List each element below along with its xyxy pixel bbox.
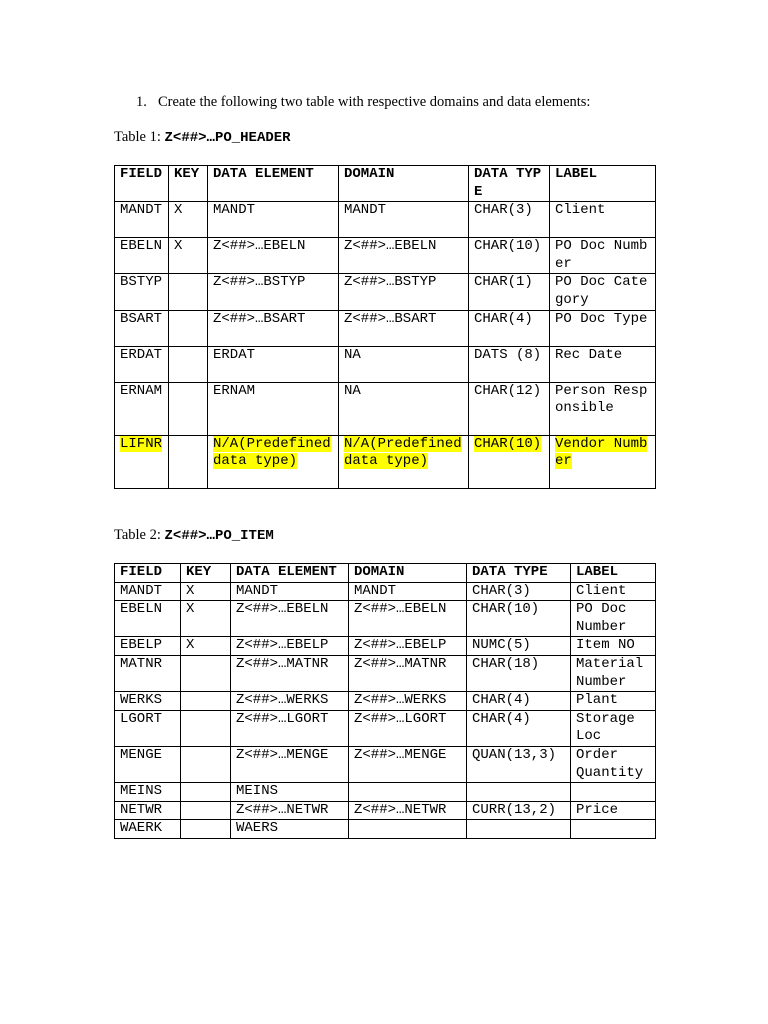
table-row (115, 783, 656, 802)
cell-key (169, 435, 208, 488)
cell-data-type: CHAR(12) (469, 382, 550, 435)
cell-key: X (181, 582, 231, 601)
cell-field: WERKS (115, 692, 181, 711)
cell-domain: Z<##>…WERKS (349, 692, 467, 711)
cell-key (169, 346, 208, 382)
table-header-row (115, 166, 656, 202)
table-row (115, 274, 656, 310)
cell-domain: Z<##>…EBELN (349, 601, 467, 637)
cell-domain: MANDT (339, 202, 469, 238)
cell-data-element: ERDAT (208, 346, 339, 382)
cell-field: EBELP (115, 637, 181, 656)
cell-label: Person Responsible (550, 382, 656, 435)
cell-data-type: CHAR(4) (467, 692, 571, 711)
cell-data-type (467, 820, 571, 839)
cell-label: Material Number (571, 655, 656, 691)
cell-data-element: Z<##>…NETWR (231, 801, 349, 820)
cell-domain: Z<##>…EBELN (339, 238, 469, 274)
table1-caption-code: Z<##>…PO_HEADER (164, 130, 291, 146)
cell-data-element: ERNAM (208, 382, 339, 435)
cell-label: Rec Date (550, 346, 656, 382)
cell-label: Plant (571, 692, 656, 711)
highlighted-text: CHAR(10) (474, 435, 542, 452)
cell-data-element: WAERS (231, 820, 349, 839)
header-data-element: DATA ELEMENT (231, 564, 349, 583)
table-row (115, 202, 656, 238)
cell-data-type: CURR(13,2) (467, 801, 571, 820)
cell-label: Client (550, 202, 656, 238)
cell-label (571, 820, 656, 839)
cell-key (181, 820, 231, 839)
cell-label (571, 783, 656, 802)
cell-field: MEINS (115, 783, 181, 802)
cell-label: PO Doc Category (550, 274, 656, 310)
cell-label: Storage Loc (571, 710, 656, 746)
table-row (115, 582, 656, 601)
cell-data-element: Z<##>…EBELN (231, 601, 349, 637)
cell-key: X (181, 637, 231, 656)
cell-field: BSTYP (115, 274, 169, 310)
cell-field: LGORT (115, 710, 181, 746)
table-row (115, 601, 656, 637)
cell-key (181, 655, 231, 691)
cell-domain: Z<##>…MENGE (349, 746, 467, 782)
cell-domain: NA (339, 346, 469, 382)
cell-domain (349, 783, 467, 802)
cell-key (181, 746, 231, 782)
cell-label: Item NO (571, 637, 656, 656)
cell-domain: Z<##>…MATNR (349, 655, 467, 691)
cell-data-type: CHAR(18) (467, 655, 571, 691)
cell-data-type: DATS (8) (469, 346, 550, 382)
cell-field: WAERK (115, 820, 181, 839)
cell-key: X (181, 601, 231, 637)
cell-domain: Z<##>…LGORT (349, 710, 467, 746)
cell-domain (349, 820, 467, 839)
table-header-row (115, 564, 656, 583)
cell-data-type: CHAR(1) (469, 274, 550, 310)
cell-key (169, 274, 208, 310)
cell-label: PO Doc Number (550, 238, 656, 274)
cell-key (181, 692, 231, 711)
highlighted-text: LIFNR (120, 435, 163, 452)
cell-label: Price (571, 801, 656, 820)
cell-field (115, 435, 169, 488)
header-data-type: DATA TYPE (469, 166, 550, 202)
table-row (115, 310, 656, 346)
cell-data-type: QUAN(13,3) (467, 746, 571, 782)
cell-data-element: Z<##>…MENGE (231, 746, 349, 782)
table-row (115, 346, 656, 382)
highlighted-text: Vendor Number (555, 435, 648, 470)
po-header-table (114, 165, 656, 489)
cell-data-type (469, 435, 550, 488)
cell-data-type (467, 783, 571, 802)
cell-field: NETWR (115, 801, 181, 820)
table-row (115, 710, 656, 746)
cell-key: X (169, 238, 208, 274)
table-row (115, 692, 656, 711)
header-domain: DOMAIN (349, 564, 467, 583)
cell-field: MENGE (115, 746, 181, 782)
table2-caption (114, 526, 274, 545)
table-row (115, 655, 656, 691)
table-row (115, 801, 656, 820)
cell-data-type: NUMC(5) (467, 637, 571, 656)
highlighted-text: N/A(Predefined data type) (213, 435, 331, 470)
header-data-type: DATA TYPE (467, 564, 571, 583)
cell-data-element: Z<##>…BSTYP (208, 274, 339, 310)
cell-label: Order Quantity (571, 746, 656, 782)
cell-domain: Z<##>…BSART (339, 310, 469, 346)
cell-data-type: CHAR(3) (469, 202, 550, 238)
po-item-table (114, 563, 656, 839)
header-key: KEY (181, 564, 231, 583)
cell-data-type: CHAR(10) (467, 601, 571, 637)
header-label: LABEL (550, 166, 656, 202)
table1-caption (114, 128, 291, 147)
cell-field: MANDT (115, 202, 169, 238)
header-key: KEY (169, 166, 208, 202)
cell-data-type: CHAR(3) (467, 582, 571, 601)
cell-data-element: Z<##>…BSART (208, 310, 339, 346)
table-row (115, 238, 656, 274)
table-row (115, 820, 656, 839)
table2-caption-code: Z<##>…PO_ITEM (164, 528, 274, 544)
table1-caption-prefix: Table 1: (114, 129, 165, 145)
table-row (115, 382, 656, 435)
cell-label: Client (571, 582, 656, 601)
cell-data-type: CHAR(4) (467, 710, 571, 746)
cell-key (169, 382, 208, 435)
cell-data-element: Z<##>…EBELN (208, 238, 339, 274)
cell-data-type: CHAR(10) (469, 238, 550, 274)
cell-domain: Z<##>…BSTYP (339, 274, 469, 310)
header-domain: DOMAIN (339, 166, 469, 202)
cell-data-element: MEINS (231, 783, 349, 802)
instruction (136, 93, 590, 111)
cell-field: MATNR (115, 655, 181, 691)
cell-key (169, 310, 208, 346)
cell-data-element: Z<##>…EBELP (231, 637, 349, 656)
cell-domain: NA (339, 382, 469, 435)
header-label: LABEL (571, 564, 656, 583)
cell-data-element (208, 435, 339, 488)
cell-key (181, 783, 231, 802)
cell-label: PO Doc Number (571, 601, 656, 637)
cell-data-type: CHAR(4) (469, 310, 550, 346)
cell-data-element: MANDT (208, 202, 339, 238)
cell-data-element: Z<##>…WERKS (231, 692, 349, 711)
instruction-number: 1. (136, 94, 147, 110)
cell-domain: Z<##>…EBELP (349, 637, 467, 656)
table-row (115, 637, 656, 656)
cell-key (181, 710, 231, 746)
cell-domain: Z<##>…NETWR (349, 801, 467, 820)
cell-key (181, 801, 231, 820)
table2-caption-prefix: Table 2: (114, 527, 165, 543)
header-data-element: DATA ELEMENT (208, 166, 339, 202)
cell-data-element: Z<##>…MATNR (231, 655, 349, 691)
cell-key: X (169, 202, 208, 238)
cell-data-element: MANDT (231, 582, 349, 601)
cell-field: ERNAM (115, 382, 169, 435)
cell-label: PO Doc Type (550, 310, 656, 346)
header-field: FIELD (115, 166, 169, 202)
instruction-text: Create the following two table with respective domains and data elements: (158, 94, 591, 110)
highlighted-text: N/A(Predefined data type) (344, 435, 462, 470)
cell-field: ERDAT (115, 346, 169, 382)
table-row (115, 746, 656, 782)
cell-data-element: Z<##>…LGORT (231, 710, 349, 746)
cell-field: EBELN (115, 601, 181, 637)
cell-domain (339, 435, 469, 488)
cell-field: MANDT (115, 582, 181, 601)
cell-field: EBELN (115, 238, 169, 274)
table-row-highlighted (115, 435, 656, 488)
cell-domain: MANDT (349, 582, 467, 601)
cell-label (550, 435, 656, 488)
header-field: FIELD (115, 564, 181, 583)
cell-field: BSART (115, 310, 169, 346)
